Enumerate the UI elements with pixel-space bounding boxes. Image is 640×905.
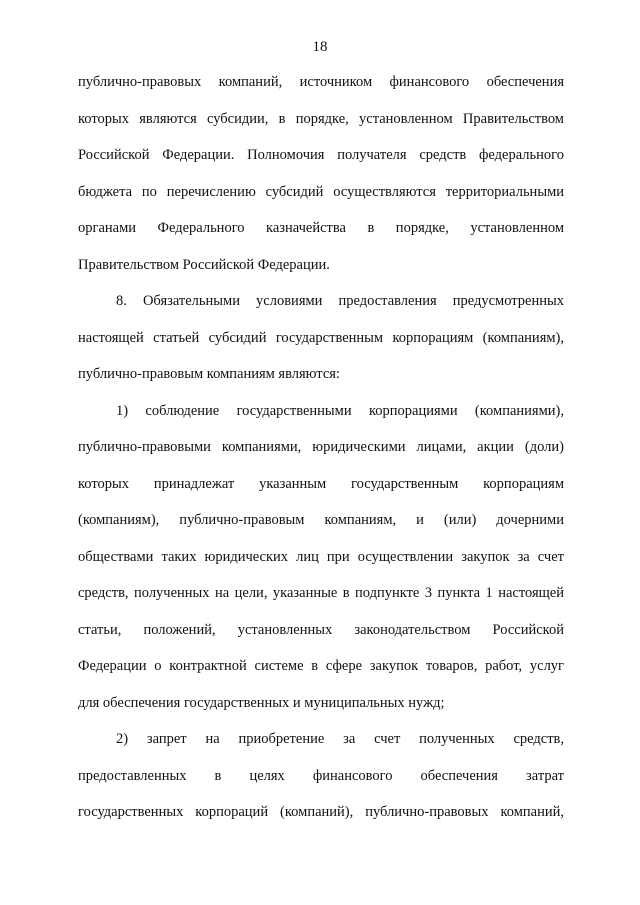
- text-line: настоящей статьей субсидий государственным корпорациям (компаниям),: [78, 329, 564, 346]
- text-line: 1) соблюдение государственными корпорациями (компаниями),: [116, 402, 564, 419]
- text-line: публично-правовых компаний, источником финансового обеспечения: [78, 74, 564, 90]
- paragraph-item-8: [78, 283, 564, 393]
- paragraph-continuation: [78, 64, 564, 283]
- text-line: государственных корпораций (компаний), публично-правовых компаний,: [78, 804, 564, 820]
- text-line: публично-правовым компаниям являются:: [78, 366, 340, 382]
- text-line: 2) запрет на приобретение за счет полученных средств,: [116, 731, 564, 747]
- text-line: публично-правовыми компаниями, юридическими лицами, акции (доли): [78, 439, 564, 455]
- text-line: Федерации о контрактной системе в сфере закупок товаров, работ, услуг: [78, 658, 564, 674]
- text-line: Правительством Российской Федерации.: [78, 256, 330, 273]
- text-line: 8. Обязательными условиями предоставления предусмотренных: [116, 293, 564, 309]
- text-line: средств, полученных на цели, указанные в подпункте 3 пункта 1 настоящей: [78, 585, 564, 601]
- paragraph-subitem-2: [78, 721, 564, 831]
- text-line: статьи, положений, установленных законодательством Российской: [78, 621, 564, 638]
- text-line: для обеспечения государственных и муниципальных нужд;: [78, 694, 445, 711]
- document-body: [78, 64, 564, 831]
- text-line: которых являются субсидии, в порядке, установленном Правительством: [78, 110, 564, 127]
- text-line: которых принадлежат указанным государственным корпорациям: [78, 475, 564, 492]
- text-line: предоставленных в целях финансового обеспечения затрат: [78, 767, 564, 784]
- page-number: 18: [312, 39, 328, 55]
- text-line: органами Федерального казначейства в порядке, установленном: [78, 220, 564, 236]
- text-line: (компаниям), публично-правовым компаниям, и (или) дочерними: [78, 512, 564, 528]
- text-line: бюджета по перечислению субсидий осуществляются территориальными: [78, 183, 564, 200]
- paragraph-subitem-1: [78, 393, 564, 722]
- text-line: Российской Федерации. Полномочия получателя средств федерального: [78, 147, 564, 163]
- text-line: обществами таких юридических лиц при осуществлении закупок за счет: [78, 548, 564, 565]
